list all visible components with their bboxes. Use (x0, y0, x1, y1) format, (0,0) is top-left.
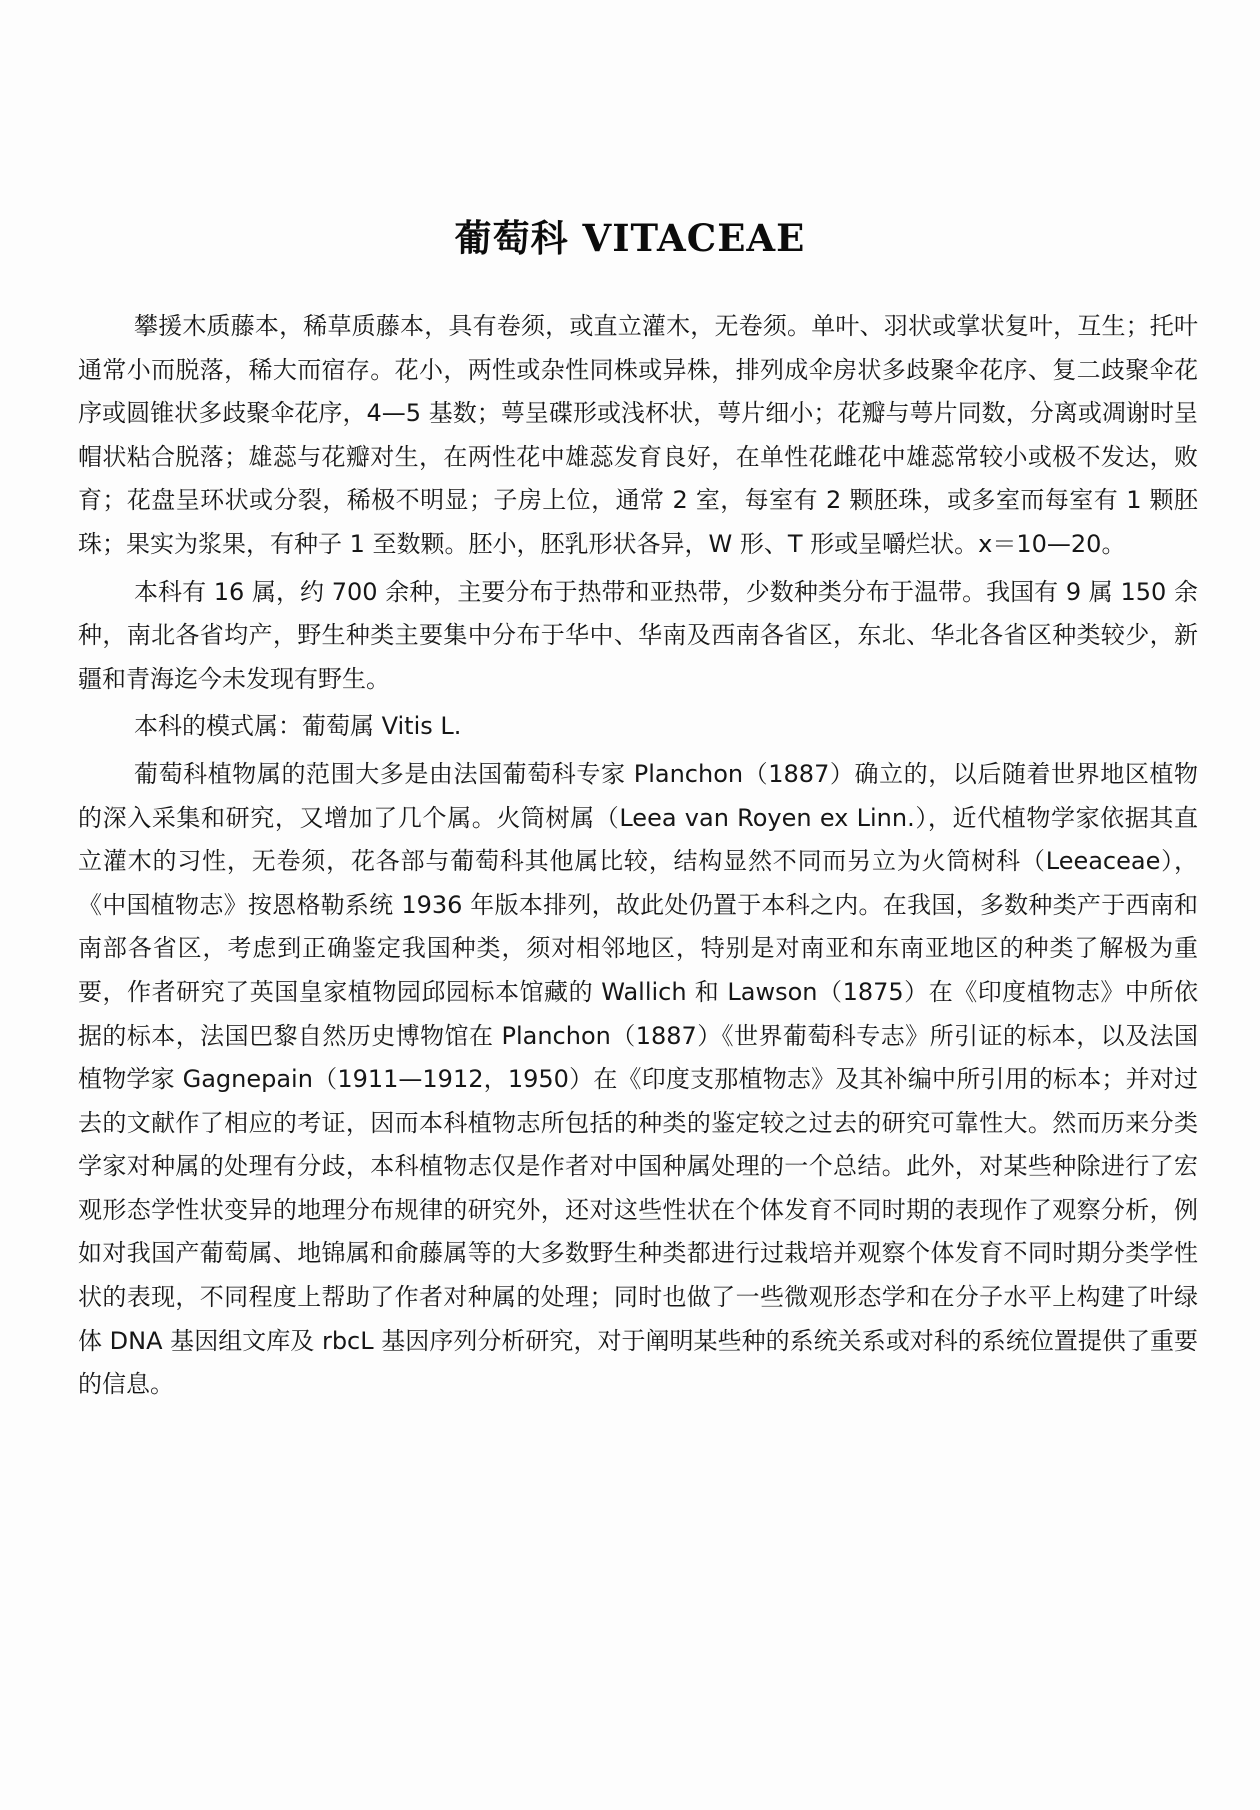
paragraph-taxonomy-history: 葡萄科植物属的范围大多是由法国葡萄科专家 Planchon（1887）确立的，以后随着世界地区植物的深入采集和研究，又增加了几个属。火筒树属（Leea van Royen ex Linn.），近代植物学家依据其直立灌木的习性，无卷须，花各部与葡萄科其他属比较，结构显然不同而另立为火筒树科（Leeaceae），《中国植物志》按恩格勒系统 1936 年版本排列，故此处仍置于本科之内。在我国，多数种类产于西南和南部各省区，考虑到正确鉴定我国种类，须对相邻地区，特别是对南亚和东南亚地区的种类了解极为重要，作者研究了英国皇家植物园邱园标本馆藏的 Wallich 和 Lawson（1875）在《印度植物志》中所依据的标本，法国巴黎自然历史博物馆在 Planchon（1887）《世界葡萄科专志》所引证的标本，以及法国植物学家 Gagnepain（1911—1912，1950）在《印度支那植物志》及其补编中所引用的标本；并对过去的文献作了相应的考证，因而本科植物志所包括的种类的鉴定较之过去的研究可靠性大。然而历来分类学家对种属的处理有分歧，本科植物志仅是作者对中国种属处理的一个总结。此外，对某些种除进行了宏观形态学性状变异的地理分布规律的研究外，还对这些性状在个体发育不同时期的表现作了观察分析，例如对我国产葡萄属、地锦属和俞藤属等的大多数野生种类都进行过栽培并观察个体发育不同时期分类学性状的表现，不同程度上帮助了作者对种属的处理；同时也做了一些微观形态学和在分子水平上构建了叶绿体 DNA 基因组文库及 rbcL 基因序列分析研究，对于阐明某些种的系统关系或对科的系统位置提供了重要的信息。 (78, 759, 1198, 1399)
paragraph-type-genus: 本科的模式属：葡萄属 Vitis L. (134, 712, 462, 741)
paragraph-description: 攀援木质藤本，稀草质藤本，具有卷须，或直立灌木，无卷须。单叶、羽状或掌状复叶，互生；托叶通常小而脱落，稀大而宿存。花小，两性或杂性同株或异株，排列成伞房状多歧聚伞花序、复二歧聚伞花序或圆锥状多歧聚伞花序，4—5 基数；萼呈碟形或浅杯状，萼片细小；花瓣与萼片同数，分离或凋谢时呈帽状粘合脱落；雄蕊与花瓣对生，在两性花中雄蕊发育良好，在单性花雌花中雄蕊常较小或极不发达，败育；花盘呈环状或分裂，稀极不明显；子房上位，通常 2 室，每室有 2 颗胚珠，或多室而每室有 1 颗胚珠；果实为浆果，有种子 1 至数颗。胚小，胚乳形状各异，W 形、T 形或呈嚼烂状。x＝10—20。 (78, 312, 1198, 558)
body-text (78, 305, 1198, 1411)
paragraph-distribution: 本科有 16 属，约 700 余种，主要分布于热带和亚热带，少数种类分布于温带。我国有 9 属 150 余种，南北各省均产，野生种类主要集中分布于华中、华南及西南各省区，东北、华北各省区种类较少，新疆和青海迄今未发现有野生。 (78, 577, 1198, 693)
page-title: 葡萄科 VITACEAE (454, 216, 806, 260)
